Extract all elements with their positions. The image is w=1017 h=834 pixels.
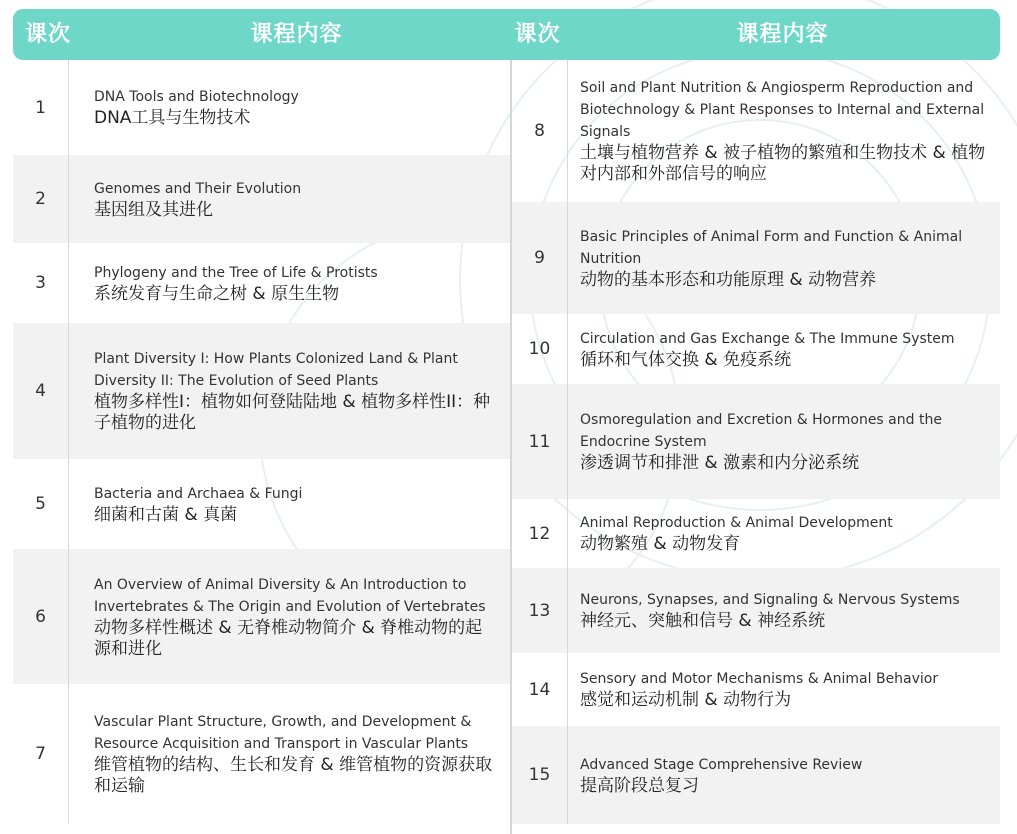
- lesson-number: 9: [512, 202, 568, 314]
- lesson-number: 10: [512, 314, 568, 384]
- lesson-title-zh: 维管植物的结构、生长和发育 & 维管植物的资源获取和运输: [94, 755, 493, 796]
- lesson-title-en: Sensory and Motor Mechanisms & Animal Behavior: [580, 671, 939, 687]
- lesson-number: 6: [13, 549, 69, 684]
- lesson-title-zh: 动物的基本形态和功能原理 & 动物营养: [580, 269, 877, 290]
- course-table: [13, 9, 1000, 834]
- lesson-content: [69, 60, 510, 155]
- lesson-number: 14: [512, 653, 568, 726]
- lesson-content: [568, 314, 1000, 384]
- lesson-title-zh: DNA工具与生物技术: [94, 108, 251, 128]
- lesson-title-en: Advanced Stage Comprehensive Review: [580, 756, 863, 773]
- table-row: [13, 243, 510, 323]
- table-row: [512, 384, 1000, 499]
- lesson-content: [568, 60, 1000, 202]
- lesson-number: 3: [13, 243, 69, 323]
- table-row: [512, 568, 1000, 653]
- table-row: [13, 323, 510, 459]
- left-column: [13, 60, 510, 834]
- lesson-number: 1: [13, 60, 69, 155]
- lesson-title-zh: 感觉和运动机制 & 动物行为: [580, 690, 792, 710]
- lesson-title-zh: 系统发育与生命之树 & 原生生物: [94, 283, 340, 304]
- lesson-content: [568, 568, 1000, 653]
- lesson-title-en: Osmoregulation and Excretion & Hormones and the Endocrine System: [580, 412, 942, 450]
- lesson-number: 15: [512, 726, 568, 824]
- lesson-title-en: Circulation and Gas Exchange & The Immune System: [580, 330, 955, 347]
- lesson-content: [69, 243, 510, 323]
- lesson-content: [568, 202, 1000, 314]
- lesson-content: [568, 653, 1000, 726]
- lesson-title-en: An Overview of Animal Diversity & An Introduction to Invertebrates & The Origin and Evolution of Vertebrates: [94, 576, 486, 615]
- lesson-title-zh: 动物多样性概述 & 无脊椎动物简介 & 脊椎动物的起源和进化: [94, 617, 483, 659]
- table-row: [512, 726, 1000, 824]
- lesson-number: 5: [13, 459, 69, 549]
- lesson-title-zh: 神经元、突触和信号 & 神经系统: [580, 611, 826, 631]
- lesson-content: [69, 684, 510, 824]
- right-column: [512, 60, 1000, 834]
- lesson-title-zh: 土壤与植物营养 & 被子植物的繁殖和生物技术 & 植物对内部和外部信号的响应: [580, 143, 986, 184]
- table-row: [512, 202, 1000, 314]
- table-row: [512, 314, 1000, 384]
- table-row: [13, 60, 510, 155]
- lesson-title-en: Plant Diversity I: How Plants Colonized Land & Plant Diversity II: The Evolution of Seed Plants: [94, 351, 458, 389]
- table-header: [13, 9, 1000, 60]
- lesson-title-en: DNA Tools and Biotechnology: [94, 89, 299, 105]
- lesson-number: 13: [512, 568, 568, 653]
- lesson-content: [568, 726, 1000, 824]
- lesson-content: [69, 549, 510, 684]
- lesson-title-en: Neurons, Synapses, and Signaling & Nervous Systems: [580, 592, 960, 608]
- table-row: [512, 499, 1000, 568]
- lesson-number: 12: [512, 499, 568, 568]
- header-content-left: 课程内容: [250, 22, 343, 47]
- lesson-content: [69, 155, 510, 243]
- lesson-title-en: Basic Principles of Animal Form and Function & Animal Nutrition: [580, 228, 963, 267]
- lesson-title-zh: 动物繁殖 & 动物发育: [580, 534, 741, 554]
- lesson-content: [568, 499, 1000, 568]
- lesson-title-en: Phylogeny and the Tree of Life & Protists: [94, 264, 378, 281]
- header-content-right: 课程内容: [736, 22, 829, 47]
- table-row: [13, 459, 510, 549]
- lesson-title-en: Animal Reproduction & Animal Development: [580, 515, 893, 531]
- lesson-number: 11: [512, 384, 568, 499]
- lesson-number: 2: [13, 155, 69, 243]
- lesson-title-zh: 植物多样性I：植物如何登陆陆地 & 植物多样性II：种子植物的进化: [94, 392, 491, 433]
- lesson-number: 4: [13, 323, 69, 459]
- lesson-number: 7: [13, 684, 69, 824]
- lesson-title-zh: 渗透调节和排泄 & 激素和内分泌系统: [580, 453, 860, 473]
- lesson-title-zh: 基因组及其进化: [94, 199, 213, 220]
- lesson-title-en: Vascular Plant Structure, Growth, and Development & Resource Acquisition and Transport in Vascular Plants: [94, 714, 472, 752]
- table-row: [13, 549, 510, 684]
- lesson-title-zh: 循环和气体交换 & 免疫系统: [580, 349, 792, 370]
- lesson-title-zh: 细菌和古菌 & 真菌: [94, 504, 238, 525]
- lesson-number: 8: [512, 60, 568, 202]
- lesson-title-en: Genomes and Their Evolution: [94, 180, 302, 197]
- table-row: [512, 653, 1000, 726]
- lesson-title-en: Soil and Plant Nutrition & Angiosperm Reproduction and Biotechnology & Plant Responses to Internal and External Signals: [580, 80, 985, 140]
- lesson-content: [69, 459, 510, 549]
- header-lesson-left: 课次: [24, 22, 71, 47]
- lesson-content: [69, 323, 510, 459]
- header-lesson-right: 课次: [514, 22, 561, 47]
- table-row: [13, 155, 510, 243]
- lesson-content: [568, 384, 1000, 499]
- lesson-title-zh: 提高阶段总复习: [580, 775, 699, 796]
- table-row: [13, 684, 510, 824]
- table-row: [512, 60, 1000, 202]
- lesson-title-en: Bacteria and Archaea & Fungi: [94, 485, 303, 502]
